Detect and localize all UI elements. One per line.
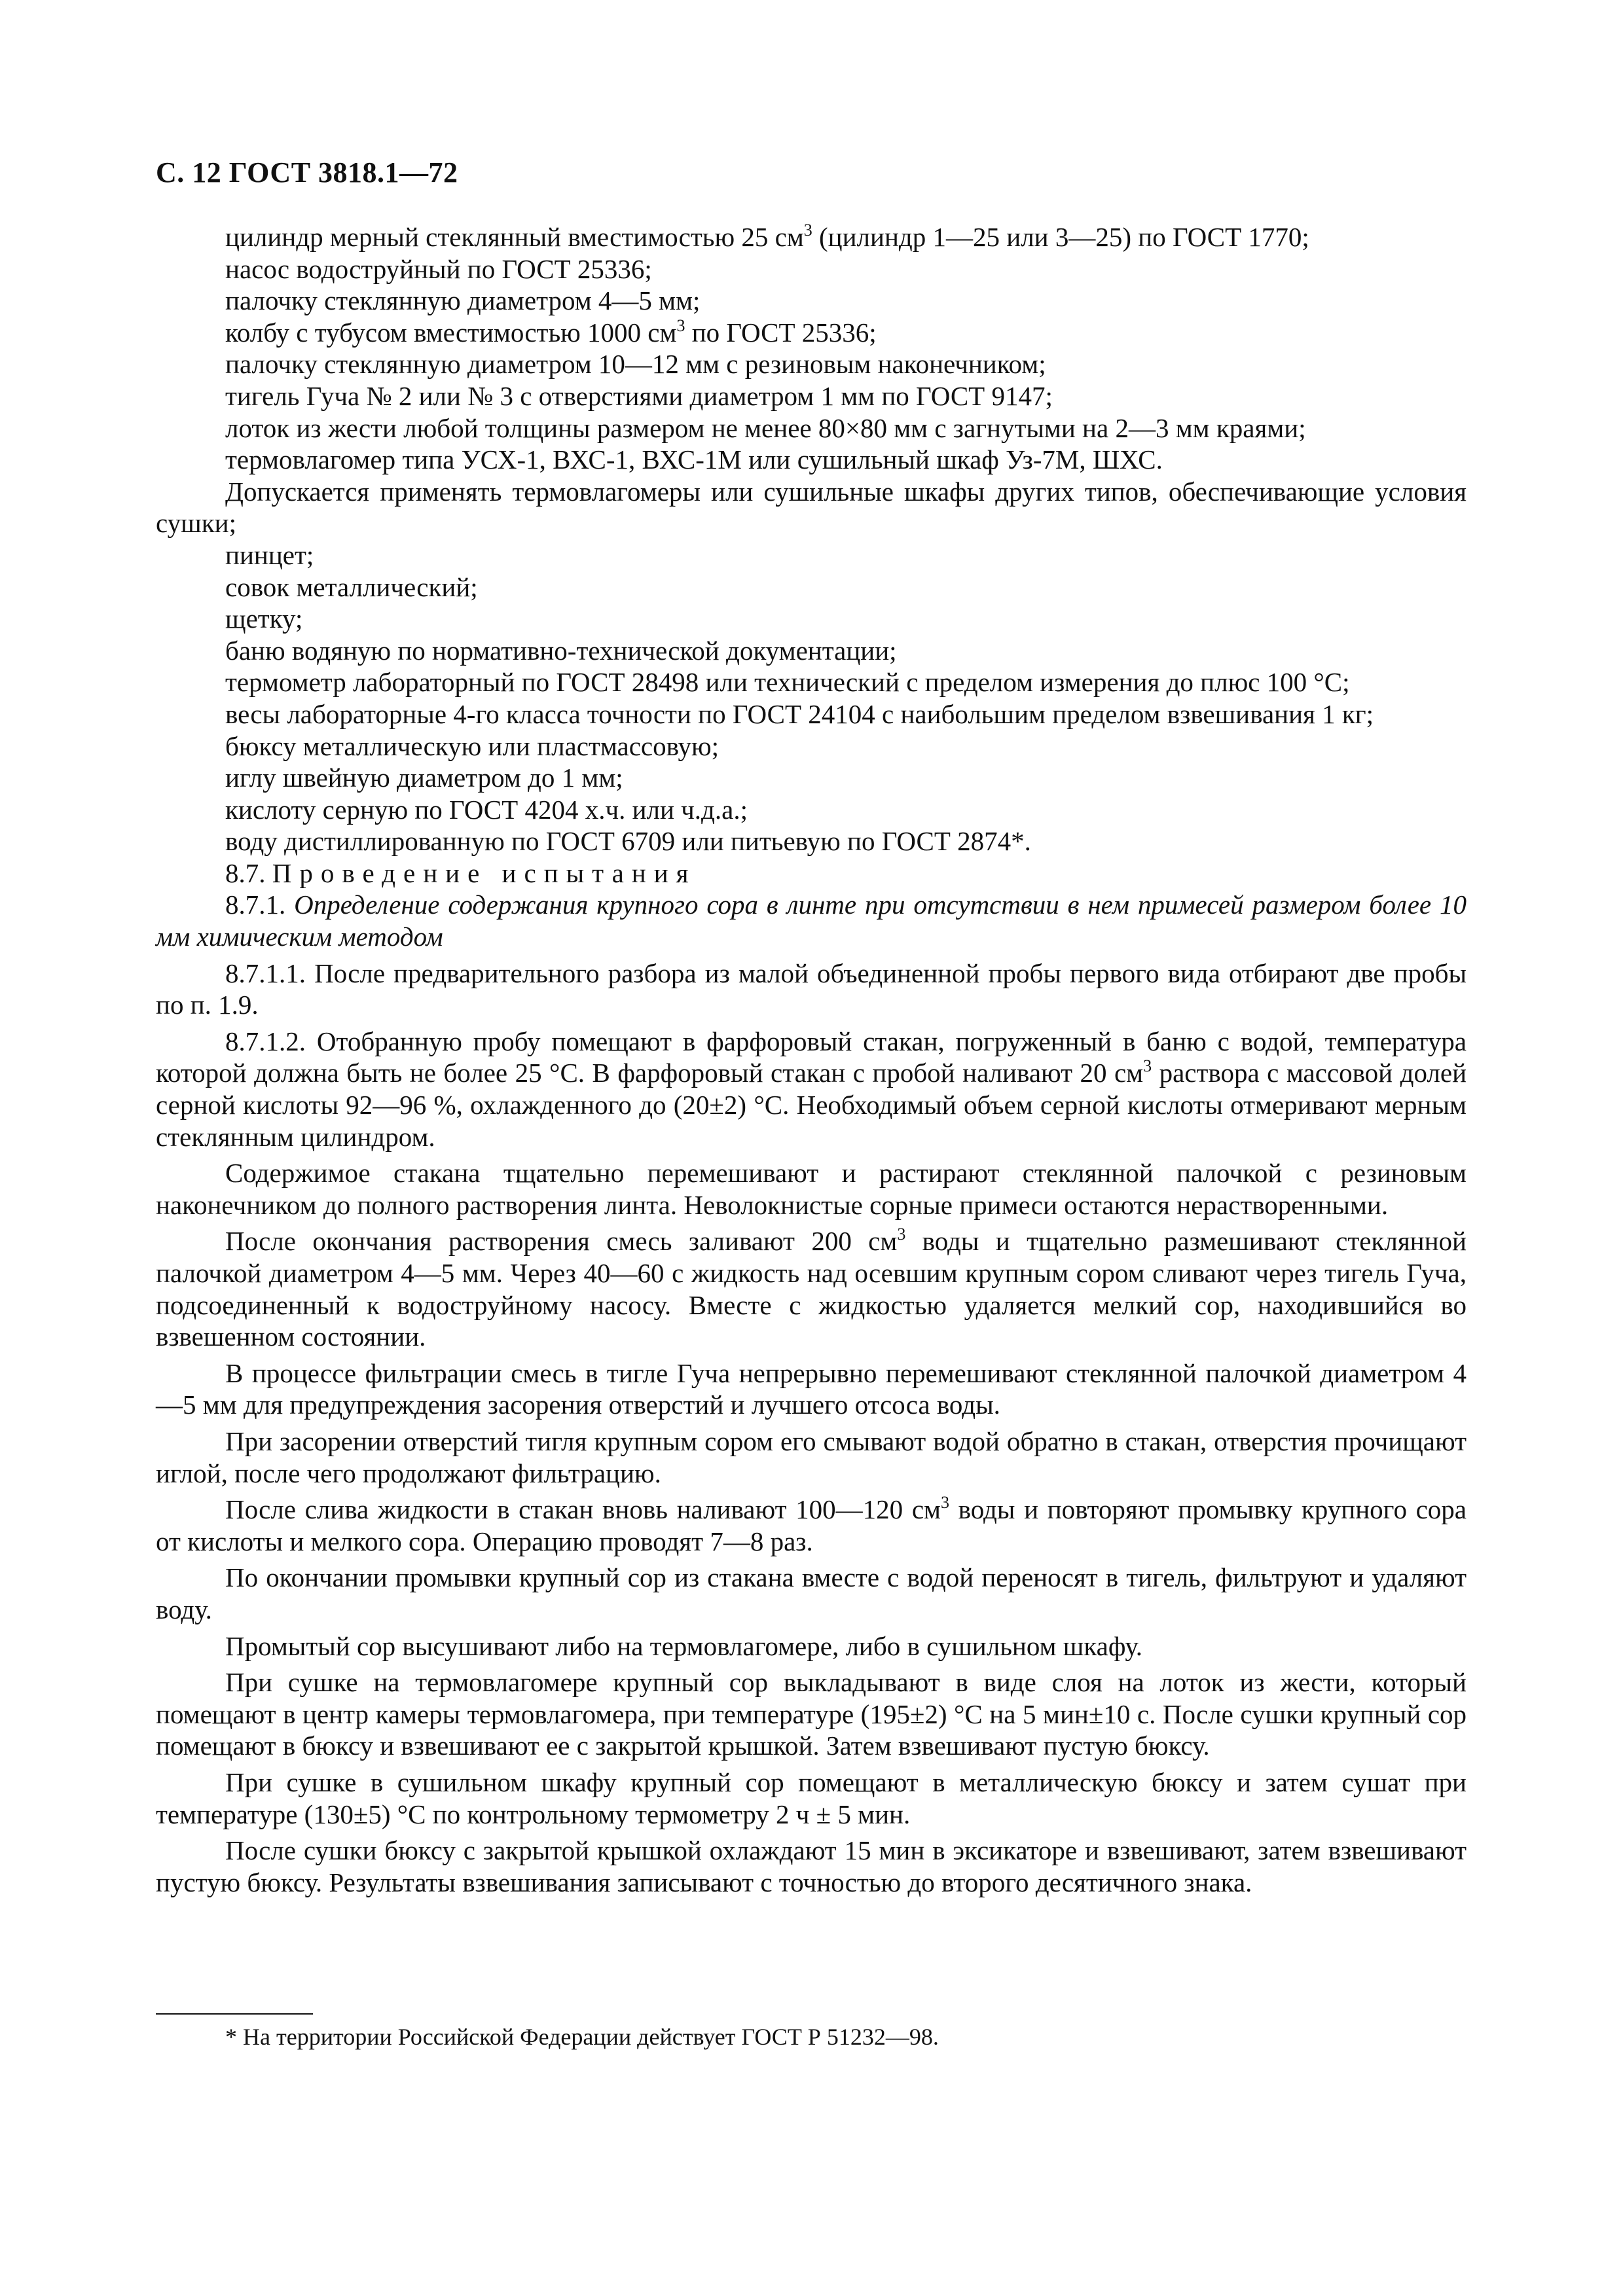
superscript: 3 (676, 315, 685, 335)
section-number: 8.7.1. (225, 889, 286, 920)
equipment-item: насос водоструйный по ГОСТ 25336; (225, 253, 652, 284)
equipment-item: щетку; (225, 603, 303, 634)
paragraph: Содержимое стакана тщательно перемешивают и растирают стеклянной палочкой с резиновым наконечником до полного растворения линта. Неволокнистые сорные примеси остаются нерастворенными. (156, 1158, 1467, 1220)
equipment-item: тигель Гуча № 2 или № 3 с отверстиями диаметром 1 мм по ГОСТ 9147; (225, 380, 1053, 411)
text-run: колбу с тубусом вместимостью 1000 см (225, 317, 677, 348)
paragraph: 8.7.1.1. После предварительного разбора из малой объединенной пробы первого вида отбирают две пробы по п. 1.9. (156, 958, 1467, 1020)
section-title: Определение содержания крупного сора в линте при отсутствии в нем примесей размером более 10 мм химическим методом (156, 889, 1467, 952)
equipment-item: термометр лабораторный по ГОСТ 28498 или технический с пределом измерения до плюс 100 °С; (225, 667, 1350, 698)
text-run: После слива жидкости в стакан вновь наливают 100—120 см (225, 1494, 941, 1525)
equipment-item: совок металлический; (225, 571, 478, 602)
paragraph: После сушки бюксу с закрытой крышкой охлаждают 15 мин в эксикаторе и взвешивают, затем взвешивают пустую бюксу. Результаты взвешивания записывают с точностью до второго десятичного знака. (156, 1835, 1467, 1897)
paragraph: В процессе фильтрации смесь в тигле Гуча непрерывно перемешивают стеклянной палочкой диаметром 4—5 мм для предупреждения засорения отверстий и лучшего отсоса воды. (156, 1357, 1467, 1420)
text-run: цилиндр мерный стеклянный вместимостью 25 см (225, 222, 804, 252)
equipment-item (156, 221, 1467, 253)
superscript: 3 (897, 1225, 906, 1244)
paragraph: При сушке на термовлагомере крупный сор выкладывают в виде слоя на лоток из жести, который помещают в центр камеры термовлагомера, при температуре (195±2) °С на 5 мин±10 с. После сушки крупный сор помещают в бюксу и взвешивают ее с закрытой крышкой. Затем взвешивают пустую бюксу. (156, 1667, 1467, 1761)
section-number: 8.7. (225, 857, 266, 888)
equipment-item: иглу швейную диаметром до 1 мм; (225, 762, 623, 793)
equipment-item: термовлагомер типа УСХ-1, ВХС-1, ВХС-1М или сушильный шкаф Уз-7М, ШХС. (225, 444, 1163, 475)
section-heading-8-7 (156, 857, 1467, 889)
superscript: 3 (940, 1493, 949, 1513)
section-heading-8-7-1 (156, 889, 1467, 952)
paragraph (156, 1225, 1467, 1352)
paragraph: По окончании промывки крупный сор из стакана вместе с водой переносят в тигель, фильтруют и удаляют воду. (156, 1562, 1467, 1624)
text-run: После окончания растворения смесь заливают 200 см (225, 1226, 898, 1257)
paragraph (156, 1494, 1467, 1557)
text-run: (цилиндр 1—25 или 3—25) по ГОСТ 1770; (812, 222, 1309, 252)
equipment-item (156, 317, 1467, 349)
equipment-item: воду дистиллированную по ГОСТ 6709 или питьевую по ГОСТ 2874*. (225, 826, 1031, 857)
footnote: * На территории Российской Федерации действует ГОСТ Р 51232—98. (225, 2024, 939, 2050)
paragraph: Промытый сор высушивают либо на термовлагомере, либо в сушильном шкафу. (225, 1630, 1143, 1661)
paragraph (156, 1026, 1467, 1153)
text-run: 8.7.1.2. Отобранную пробу помещают в фарфоровый стакан, погруженный в баню с водой, температура которой должна быть не более 25 °С. В фарфоровый стакан с пробой наливают 20 см (156, 1026, 1467, 1088)
equipment-item: лоток из жести любой толщины размером не менее 80×80 мм с загнутыми на 2—3 мм краями; (225, 412, 1306, 443)
equipment-item: пинцет; (225, 539, 314, 570)
text-run: воды и повторяют промывку крупного сора от кислоты и мелкого сора. Операцию проводят 7—8 раз. (156, 1494, 1467, 1556)
superscript: 3 (803, 221, 812, 240)
footnote-divider (156, 2013, 313, 2015)
paragraph: При сушке в сушильном шкафу крупный сор помещают в металлическую бюксу и затем сушат при температуре (130±5) °С по контрольному термометру 2 ч ± 5 мин. (156, 1767, 1467, 1829)
equipment-item: весы лабораторные 4-го класса точности по ГОСТ 24104 с наибольшим пределом взвешивания 1 кг; (225, 698, 1374, 729)
page-header: С. 12 ГОСТ 3818.1—72 (156, 156, 458, 188)
text-run: по ГОСТ 25336; (685, 317, 877, 348)
equipment-item: палочку стеклянную диаметром 10—12 мм с резиновым наконечником; (225, 349, 1046, 380)
equipment-item: баню водяную по нормативно-технической документации; (225, 635, 897, 666)
equipment-note: Допускается применять термовлагомеры или сушильные шкафы других типов, обеспечивающие условия сушки; (156, 476, 1467, 539)
section-title: Проведение испытания (272, 857, 697, 888)
equipment-item: бюксу металлическую или пластмассовую; (225, 730, 720, 761)
paragraph: При засорении отверстий тигля крупным сором его смывают водой обратно в стакан, отверстия прочищают иглой, после чего продолжают фильтрацию. (156, 1426, 1467, 1488)
document-body (156, 221, 1467, 1898)
equipment-item: кислоту серную по ГОСТ 4204 х.ч. или ч.д.а.; (225, 794, 748, 825)
text-run: воды и тщательно размешивают стеклянной палочкой диаметром 4—5 мм. Через 40—60 с жидкость над осевшим крупным сором сливают через тигель Гуча, подсоединенный к водоструйному насосу. Вместе с жидкостью удаляется мелкий сор, находившийся во взвешенном состоянии. (156, 1226, 1467, 1352)
superscript: 3 (1143, 1056, 1152, 1076)
text-run: раствора с массовой долей серной кислоты 92—96 %, охлажденного до (20±2) °С. Необходимый объем серной кислоты отмеривают мерным стеклянным цилиндром. (156, 1058, 1467, 1152)
equipment-item: палочку стеклянную диаметром 4—5 мм; (225, 285, 701, 316)
